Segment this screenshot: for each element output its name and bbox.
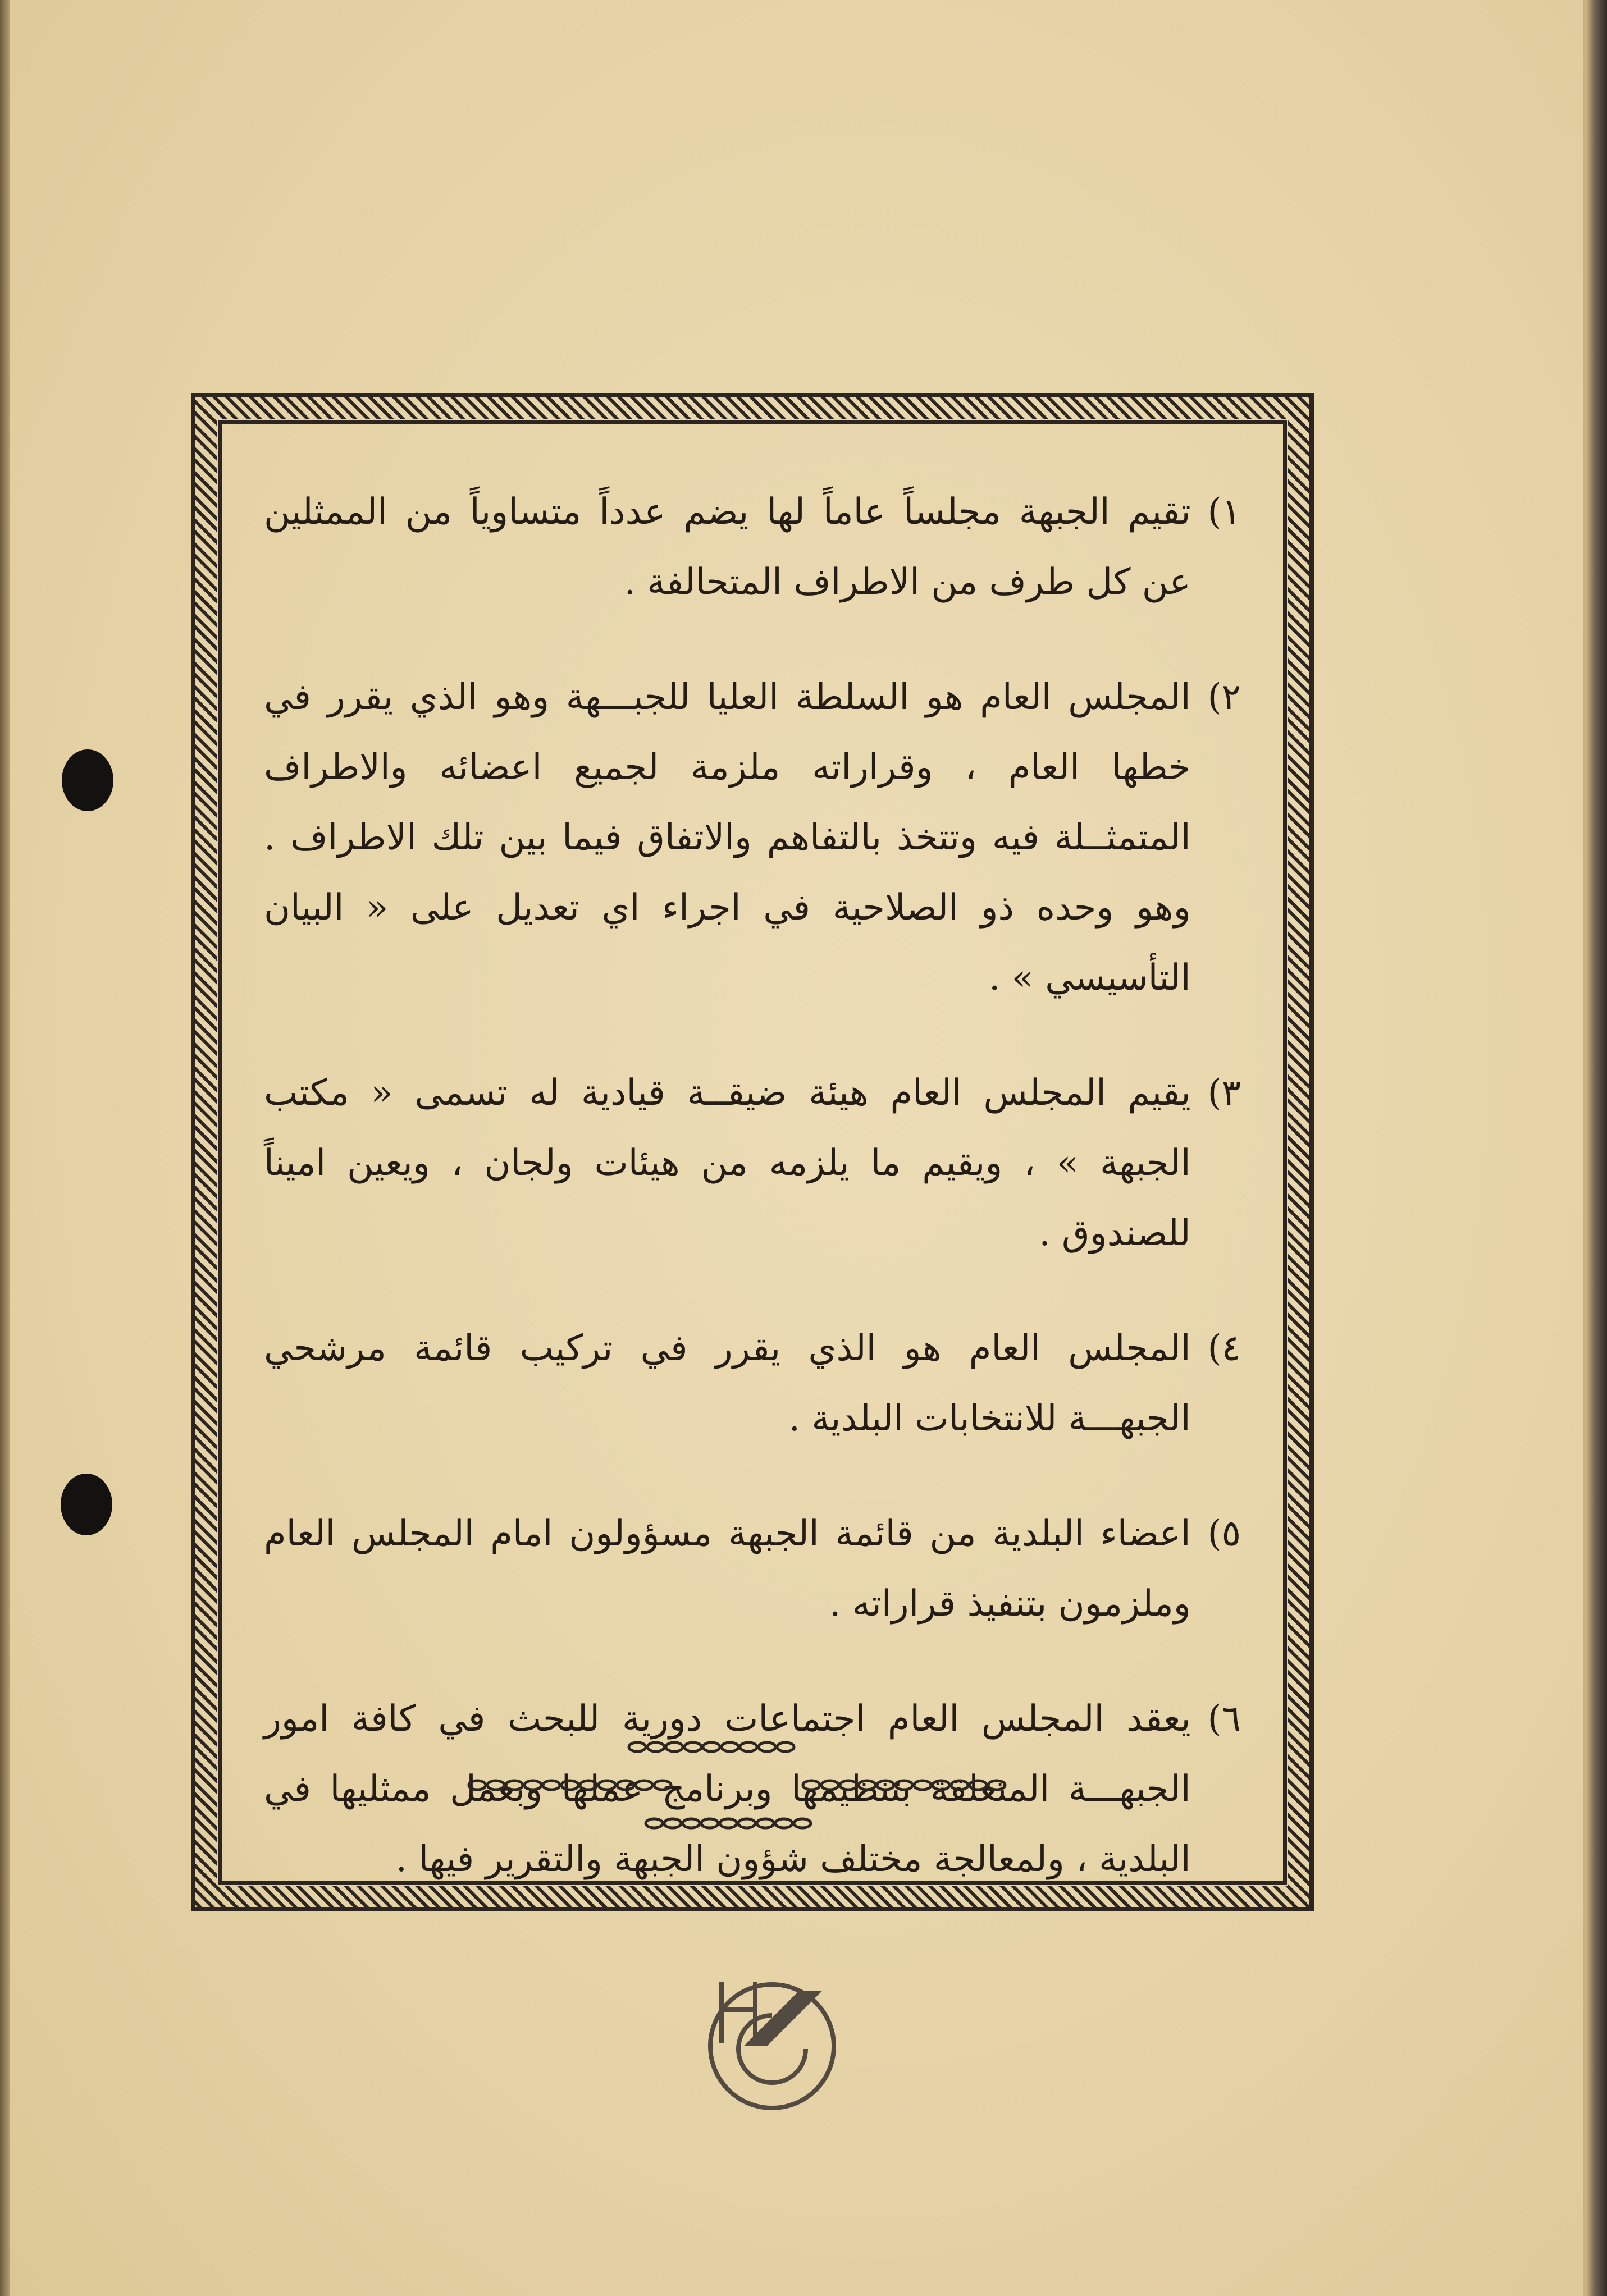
clause-number: ٦) [1207,1698,1241,1740]
clause-5 [264,1499,1241,1639]
clause-text: المجلس العام هو السلطة العليا للجبـــهة وهو الذي يقرر في خطها العام ، وقراراته ملزمة لجميع اعضائه والاطراف المتمثــلة فيه وتتخذ بالتفاهم والاتفاق فيما بين تلك الاطراف . وهو وحده ذو الصلاحية في اجراء اي تعديل على « البيان التأسيسي » . [264,676,1191,999]
clause-text: اعضاء البلدية من قائمة الجبهة مسؤولون امام المجلس العام وملزمون بتنفيذ قراراته . [264,1513,1191,1625]
library-stamp-icon [688,1959,851,2116]
binding-edge [0,0,10,2296]
punch-hole-top [62,749,113,811]
clause-4 [264,1314,1241,1454]
clause-text: يعقد المجلس العام اجتماعات دورية للبحث في كافة امور الجبهـــة المتعلقة بتنظيمها وبرنامج عملها وبعمل ممثليها في البلدية ، ولمعالجة مختلف شؤون الجبهة والتقرير فيها . [264,1698,1191,1880]
clause-number: ١) [1207,491,1241,533]
clause-number: ٤) [1207,1328,1241,1369]
closing-ornament [460,1729,1044,1841]
punch-hole-bottom [61,1474,112,1535]
clause-text: يقيم المجلس العام هيئة ضيقــة قيادية له تسمى « مكتب الجبهة » ، ويقيم ما يلزمه من هيئات ولجان ، ويعين اميناً للصندوق . [264,1072,1191,1254]
clause-3 [264,1058,1241,1269]
clause-number: ٥) [1207,1513,1241,1554]
page-edge [1587,0,1607,2296]
clause-text: تقيم الجبهة مجلساً عاماً لها يضم عدداً متساوياً من الممثلين عن كل طرف من الاطراف المتحالفة . [264,491,1191,603]
clause-2 [264,662,1241,1013]
document-body [264,477,1241,1940]
clause-1 [264,477,1241,618]
clause-number: ٢) [1207,676,1241,718]
clause-text: المجلس العام هو الذي يقرر في تركيب قائمة مرشحي الجبهـــة للانتخابات البلدية . [264,1328,1191,1439]
clause-number: ٣) [1207,1072,1241,1114]
